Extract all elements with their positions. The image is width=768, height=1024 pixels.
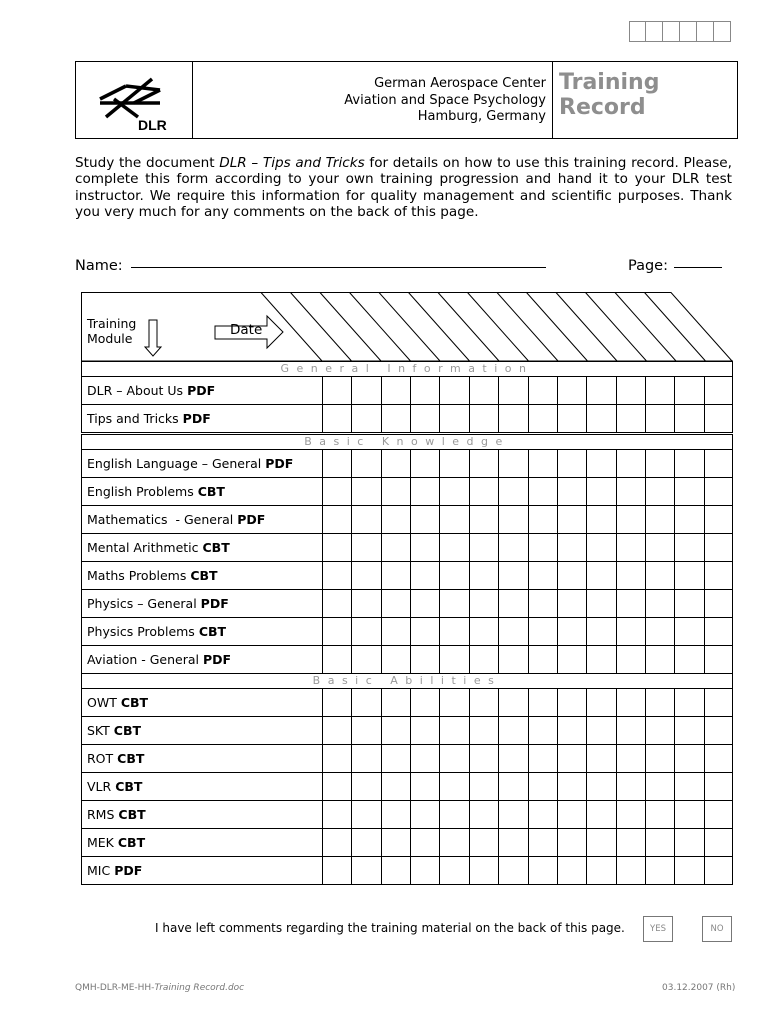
logo-text: DLR <box>138 117 167 133</box>
date-cells[interactable] <box>322 829 733 856</box>
date-cells[interactable] <box>322 506 733 533</box>
table-row <box>81 857 733 885</box>
document-title <box>559 70 659 120</box>
table-row <box>81 773 733 801</box>
module-type: PDF <box>187 383 216 398</box>
module-type: CBT <box>117 751 145 766</box>
row-label <box>87 717 141 744</box>
title-line: Record <box>559 95 646 120</box>
module-type: CBT <box>117 835 146 850</box>
footer-doc-id <box>75 983 244 993</box>
dlr-logo-icon <box>76 62 192 138</box>
date-cells[interactable] <box>322 450 733 477</box>
box <box>697 21 714 42</box>
no-checkbox[interactable]: NO <box>702 916 732 942</box>
table-row <box>81 801 733 829</box>
page-label: Page: <box>628 258 668 274</box>
intro-text: Study the document <box>75 155 220 171</box>
org-line: Hamburg, Germany <box>417 109 546 124</box>
row-label <box>87 562 218 589</box>
row-label <box>87 646 231 673</box>
module-type: PDF <box>200 596 229 611</box>
table-row <box>81 689 733 717</box>
row-label <box>87 745 144 772</box>
box <box>629 21 646 42</box>
module-label-line: Training <box>87 316 137 331</box>
table-row <box>81 450 733 478</box>
doc-reference: DLR <box>219 155 247 171</box>
org-line: German Aerospace Center <box>374 76 546 91</box>
date-cells[interactable] <box>322 857 733 884</box>
page-blank[interactable] <box>674 255 722 268</box>
box <box>714 21 731 42</box>
row-label <box>87 534 230 561</box>
module-name: Maths Problems <box>87 568 187 583</box>
row-label <box>87 377 215 404</box>
module-name: MIC <box>87 863 111 878</box>
logo-cell <box>76 62 193 138</box>
section-header: Basic Abilities <box>81 673 733 689</box>
doc-reference: Tips and Tricks <box>262 155 365 171</box>
date-cells[interactable] <box>322 801 733 828</box>
module-type: CBT <box>120 695 149 710</box>
row-label <box>87 773 142 800</box>
module-type: PDF <box>114 863 143 878</box>
page-field <box>628 257 722 274</box>
date-cells[interactable] <box>322 773 733 800</box>
module-name: OWT <box>87 695 117 710</box>
name-blank[interactable] <box>131 255 546 268</box>
row-label <box>87 618 226 645</box>
module-name: Aviation - General <box>87 652 200 667</box>
module-name: VLR <box>87 779 112 794</box>
name-label: Name: <box>75 258 123 274</box>
doc-reference: – <box>246 155 263 171</box>
address-cell <box>192 62 553 138</box>
date-cells[interactable] <box>322 689 733 716</box>
date-cells[interactable] <box>322 405 733 432</box>
row-label <box>87 857 142 884</box>
box <box>646 21 663 42</box>
grid-header-diagonals <box>81 292 735 364</box>
doc-filename: Training Record.doc <box>154 983 245 993</box>
module-name: Mental Arithmetic <box>87 540 199 555</box>
table-row <box>81 717 733 745</box>
module-type: CBT <box>190 568 218 583</box>
date-cells[interactable] <box>322 534 733 561</box>
date-cells[interactable] <box>322 646 733 673</box>
yes-checkbox[interactable]: YES <box>643 916 673 942</box>
table-row <box>81 646 733 674</box>
module-name: Physics Problems <box>87 624 195 639</box>
table-row <box>81 405 733 433</box>
section-header: Basic Knowledge <box>81 434 733 450</box>
module-name: English Problems <box>87 484 194 499</box>
table-row <box>81 562 733 590</box>
module-name: Mathematics - General <box>87 512 234 527</box>
module-type: CBT <box>118 807 146 822</box>
box <box>663 21 680 42</box>
module-name: RMS <box>87 807 115 822</box>
row-label <box>87 405 211 432</box>
date-cells[interactable] <box>322 478 733 505</box>
page-number-boxes <box>629 21 731 42</box>
row-label <box>87 450 293 477</box>
module-type: CBT <box>198 624 227 639</box>
table-row <box>81 745 733 773</box>
date-cells[interactable] <box>322 377 733 404</box>
module-type: PDF <box>265 456 294 471</box>
date-cells[interactable] <box>322 562 733 589</box>
row-label <box>87 506 265 533</box>
table-row <box>81 590 733 618</box>
table-row <box>81 377 733 405</box>
row-label <box>87 829 145 856</box>
header-table <box>75 61 738 139</box>
table-row <box>81 478 733 506</box>
intro-paragraph <box>75 155 732 220</box>
date-cells[interactable] <box>322 590 733 617</box>
module-type: CBT <box>197 484 225 499</box>
intro-text: for details on how to use this training record. Please, complete this form according to your own training progression and hand it to your DLR test instructor. We require this information for quality management and scientific purposes. Thank you very much for any comments on the back of this page. <box>75 155 732 220</box>
module-type: PDF <box>237 512 266 527</box>
section-header: General Information <box>81 361 733 377</box>
title-line: Training <box>559 70 660 95</box>
row-label <box>87 801 146 828</box>
module-name: MEK <box>87 835 114 850</box>
comments-statement: I have left comments regarding the training material on the back of this page. <box>155 921 625 935</box>
date-cells[interactable] <box>322 717 733 744</box>
module-label-line: Module <box>87 330 133 346</box>
date-label: Date <box>230 322 263 338</box>
table-row <box>81 534 733 562</box>
row-label <box>87 590 229 617</box>
module-type: PDF <box>203 652 232 667</box>
footer-date: 03.12.2007 (Rh) <box>662 983 736 993</box>
table-row <box>81 618 733 646</box>
module-type: CBT <box>202 540 230 555</box>
module-name: Physics – General <box>87 596 197 611</box>
training-module-label <box>87 317 136 346</box>
box <box>680 21 697 42</box>
doc-prefix: QMH-DLR-ME-HH- <box>75 983 155 993</box>
module-type: PDF <box>182 411 211 426</box>
module-type: CBT <box>115 779 143 794</box>
module-name: ROT <box>87 751 114 766</box>
table-row <box>81 506 733 534</box>
row-label <box>87 478 225 505</box>
module-name: DLR – About Us <box>87 383 184 398</box>
date-cells[interactable] <box>322 618 733 645</box>
module-name: SKT <box>87 723 110 738</box>
date-cells[interactable] <box>322 745 733 772</box>
table-row <box>81 829 733 857</box>
org-line: Aviation and Space Psychology <box>344 92 546 108</box>
module-name: English Language – General <box>87 456 262 471</box>
row-label <box>87 689 148 716</box>
name-field <box>75 257 546 274</box>
module-type: CBT <box>113 723 142 738</box>
module-name: Tips and Tricks <box>87 411 179 426</box>
